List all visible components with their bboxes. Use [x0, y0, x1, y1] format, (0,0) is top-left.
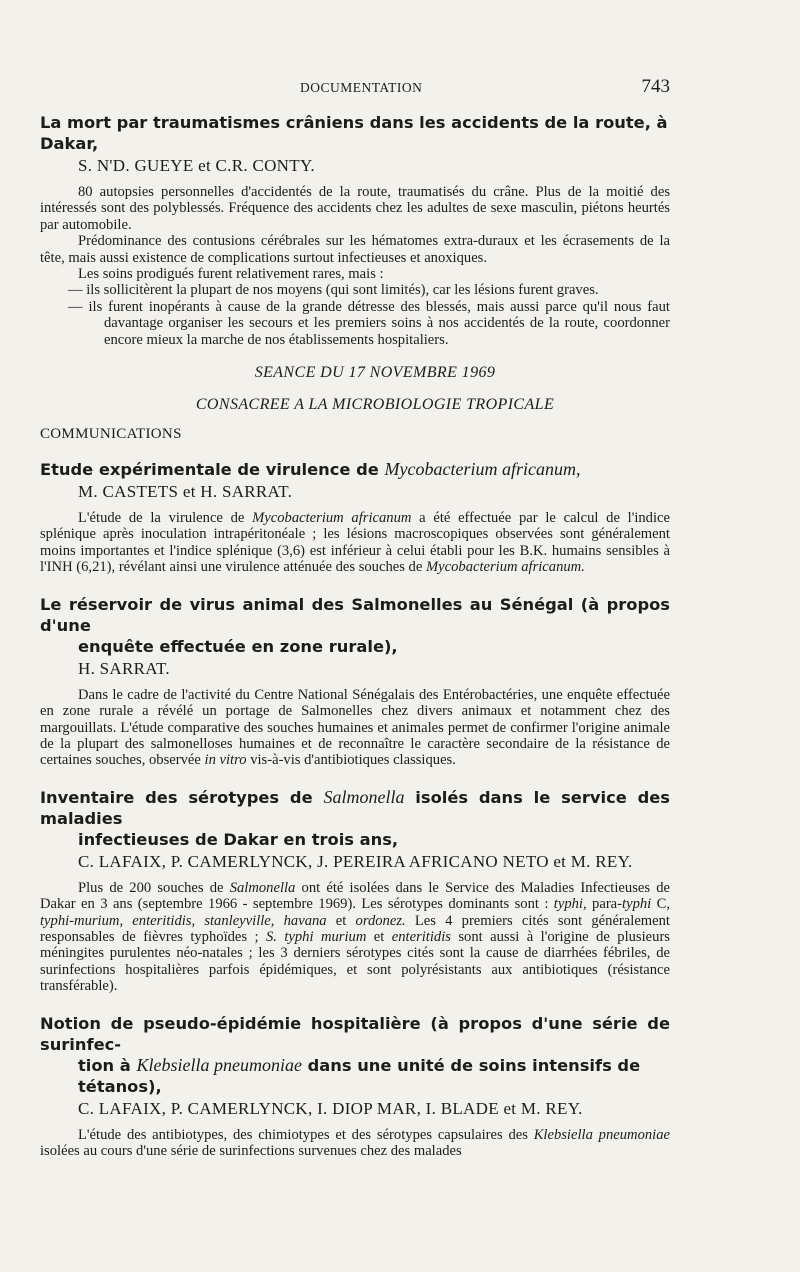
page-number: 743: [641, 76, 670, 97]
title-line: Notion de pseudo-épidémie hospitalière (à propos d'une série de surinfec-: [40, 1013, 670, 1054]
article-authors: C. LAFAIX, P. CAMERLYNCK, I. DIOP MAR, I. BLADE et M. REY.: [78, 1098, 583, 1118]
page-header: [40, 78, 670, 102]
abstract-dash-item: — ils furent inopérants à cause de la grande détresse des blessés, mais aussi parce qu'il nous faut davantage organiser les secours et les premiers soins à nos accidentés de la route, coordonner encore mieux la marche de nos établissements hospitaliers.: [68, 298, 670, 348]
article-authors: C. LAFAIX, P. CAMERLYNCK, J. PEREIRA AFRICANO NETO et M. REY.: [78, 851, 633, 871]
article-title: [40, 112, 670, 154]
title-line: Le réservoir de virus animal des Salmonelles au Sénégal (à propos d'une: [40, 594, 670, 635]
title-line: enquête effectuée en zone rurale),: [78, 636, 398, 656]
article-title: [40, 459, 670, 480]
abstract-dash-item: — ils sollicitèrent la plupart de nos moyens (qui sont limités), car les lésions furent graves.: [68, 282, 599, 299]
abstract-paragraph: L'étude de la virulence de Mycobacterium africanum a été effectuée par le calcul de l'indice splénique après inoculation intrapéritonéale ; les lésions macroscopiques observées sont généralement moins importantes et l'indice splénique (3,6) est inférieur à celui établi pour les B.K. humains sensibles à l'INH (6,21), révélant ainsi une virulence atténuée des souches de Mycobacterium africanum.: [40, 510, 670, 576]
running-head: DOCUMENTATION: [300, 80, 423, 95]
article-authors: H. SARRAT.: [78, 658, 170, 678]
article-traumatismes: [40, 112, 670, 348]
title-line: Dakar,: [40, 134, 99, 153]
session-theme: CONSACREE A LA MICROBIOLOGIE TROPICALE: [195, 396, 555, 414]
article-serotypes-salmonella: [40, 787, 670, 995]
article-title: [40, 1013, 670, 1097]
title-line: La mort par traumatismes crâniens dans les accidents de la route, à: [40, 113, 668, 132]
article-abstract: [40, 184, 670, 348]
article-abstract: [40, 1127, 670, 1160]
article-title: Inventaire des sérotypes de Salmonella isolés dans le service des maladies infectieuses de Dakar en trois ans,: [40, 786, 670, 849]
article-authors: M. CASTETS et H. SARRAT.: [78, 482, 293, 502]
page-content: [40, 112, 670, 1159]
abstract-paragraph: Plus de 200 souches de Salmonella ont été isolées dans le Service des Maladies Infectieuses de Dakar en 3 ans (septembre 1966 - septembre 1969). Les sérotypes dominants sont : typhi, para-typhi C, typhi-murium, enteritidis, stanleyville, havana et ordonez. Les 4 premiers cités sont généralement responsables de fièvres typhoïdes ; S. typhi murium et enteritidis sont aussi à l'origine de plusieurs méningites purulentes néo-natales ; les 3 derniers sérotypes cités sont la cause de diarrhées fébriles, de surinfections hospitalières parfois épidémiques, et sont polyrésistants aux antibiotiques (résistance transférable).: [40, 879, 671, 995]
abstract-paragraph: Dans le cadre de l'activité du Centre National Sénégalais des Entérobactéries, une enquête effectuée en zone rurale a révélé un portage de Salmonelles chez divers animaux et notamment chez des margouillats. L'étude comparative des souches humaines et animales permet de confirmer l'origine animale de la plupart des salmonelloses humaines et de reconnaître le caractère secondaire de la résistance de certaines souches, observée in vitro vis-à-vis d'antibiotiques classiques.: [40, 686, 670, 769]
article-title: [40, 594, 670, 657]
session-heading: [80, 362, 670, 416]
session-date: SEANCE DU 17 NOVEMBRE 1969: [254, 364, 496, 382]
article-salmonelles-reservoir: [40, 594, 670, 769]
title-species: Salmonella: [323, 786, 405, 807]
article-abstract: [40, 510, 670, 576]
article-pseudo-epidemie: [40, 1013, 670, 1160]
title-line: tion à Klebsiella pneumoniae dans une unité de soins intensifs de: [78, 1054, 641, 1075]
title-text: Etude expérimentale de virulence de: [40, 460, 385, 480]
title-species: Mycobacterium africanum,: [384, 459, 581, 480]
abstract-paragraph: L'étude des antibiotypes, des chimiotypes et des sérotypes capsulaires des Klebsiella pneumoniae isolées au cours d'une série de surinfections survenues chez des malades: [40, 1126, 670, 1159]
article-abstract: [40, 880, 670, 995]
article-authors: S. N'D. GUEYE et C.R. CONTY.: [78, 156, 315, 175]
article-mycobacterium: [40, 459, 670, 576]
article-abstract: [40, 687, 670, 769]
title-line: infectieuses de Dakar en trois ans,: [78, 829, 399, 849]
abstract-paragraph: Les soins prodigués furent relativement rares, mais :: [78, 266, 384, 283]
abstract-paragraph: Prédominance des contusions cérébrales sur les hématomes extra-duraux et les écrasements de la tête, mais aussi existence de complications surtout infectieuses et anoxiques.: [40, 233, 670, 266]
title-line: tétanos),: [78, 1076, 162, 1096]
communications-heading: COMMUNICATIONS: [40, 426, 182, 443]
abstract-paragraph: 80 autopsies personnelles d'accidentés de la route, traumatisés du crâne. Plus de la moitié des intéressés sont des polyblessés. Fréquence des accidents chez les adultes de sexe masculin, piétons heurtés par automobile.: [40, 184, 670, 233]
